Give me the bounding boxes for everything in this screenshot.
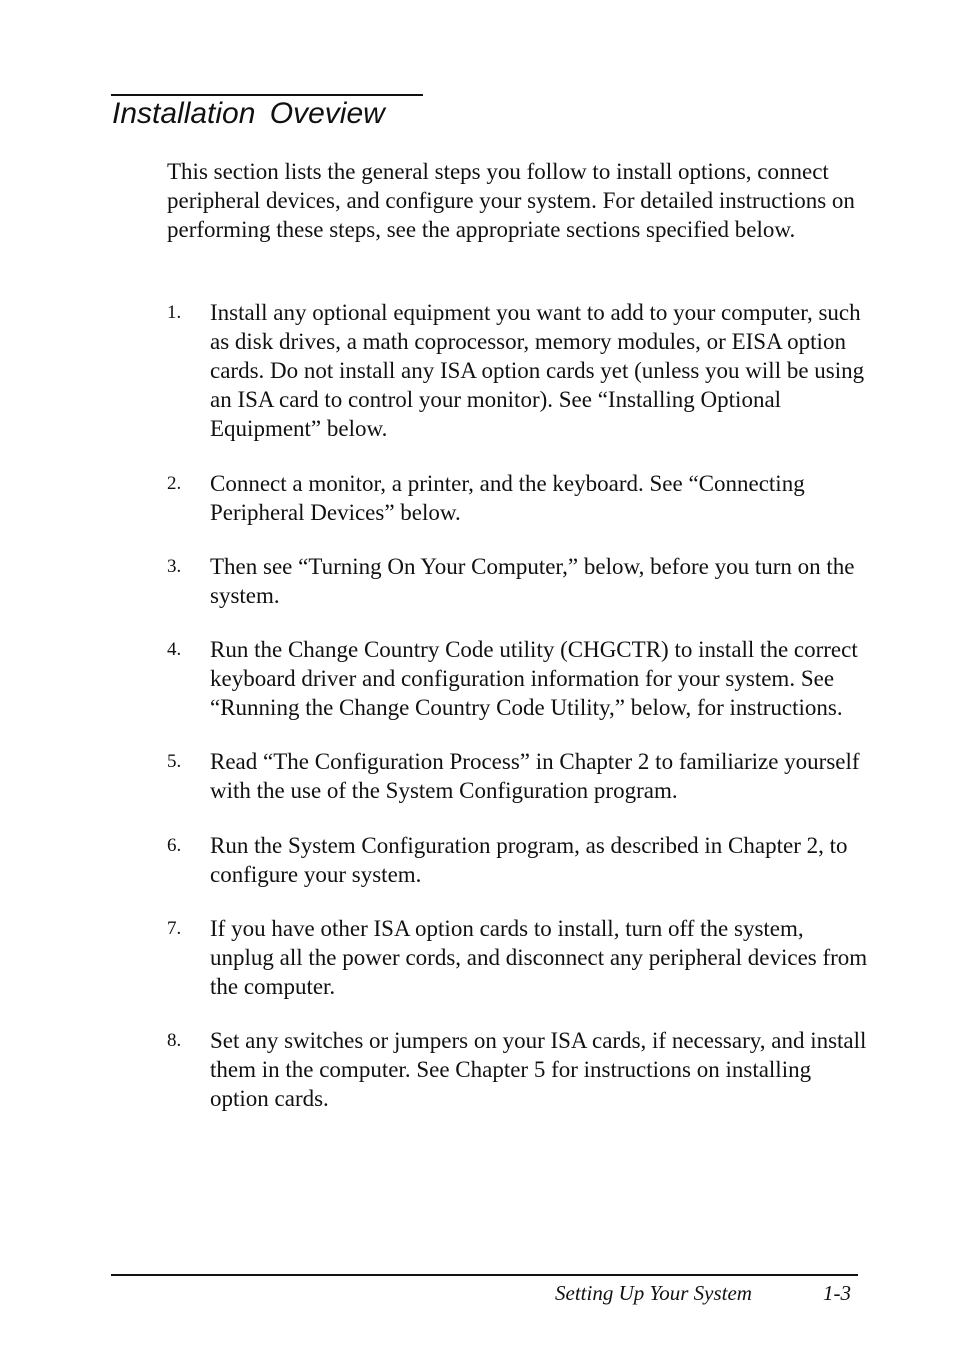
step-number: 6. — [167, 835, 182, 856]
page-number: 1-3 — [823, 1281, 851, 1305]
step-number: 2. — [167, 473, 182, 494]
step-number: 8. — [167, 1030, 182, 1051]
step-text: If you have other ISA option cards to install, turn off the system, unplug all the power cords, and disconnect any peripheral devices from the computer. — [210, 916, 868, 999]
steps-list — [167, 298, 872, 1113]
step-number: 3. — [167, 556, 182, 577]
step-text: Set any switches or jumpers on your ISA cards, if necessary, and install them in the computer. See Chapter 5 for instructions on installing option cards. — [210, 1028, 867, 1111]
step-number: 5. — [167, 751, 182, 772]
footer-chapter-title: Setting Up Your System — [555, 1281, 752, 1305]
step-number: 1. — [167, 302, 182, 323]
step-item-5 — [167, 747, 872, 805]
step-item-8 — [167, 1026, 872, 1113]
step-text: Then see “Turning On Your Computer,” below, before you turn on the system. — [210, 554, 855, 608]
step-item-2 — [167, 469, 872, 527]
step-text: Read “The Configuration Process” in Chapter 2 to familiarize yourself with the use of the System Configuration program. — [210, 749, 860, 803]
step-text: Install any optional equipment you want to add to your computer, such as disk drives, a math coprocessor, memory modules, or EISA option cards. Do not install any ISA option cards yet (unless you will be using an ISA card to control your monitor). See “Installing Optional Equipment” below. — [210, 300, 865, 441]
step-item-6 — [167, 831, 872, 889]
step-item-7 — [167, 914, 872, 1001]
step-item-1 — [167, 298, 872, 443]
step-number: 7. — [167, 918, 182, 939]
section-title: Installation Oveview — [112, 97, 385, 130]
step-text: Run the System Configuration program, as described in Chapter 2, to configure your system. — [210, 833, 848, 887]
footer-rule — [111, 1274, 858, 1276]
step-item-3 — [167, 552, 872, 610]
step-text: Run the Change Country Code utility (CHGCTR) to install the correct keyboard driver and configuration information for your system. See “Running the Change Country Code Utility,” below, for instructions. — [210, 637, 858, 720]
step-text: Connect a monitor, a printer, and the keyboard. See “Connecting Peripheral Devices” below. — [210, 471, 805, 525]
intro-paragraph: This section lists the general steps you follow to install options, connect peripheral devices, and configure your system. For detailed instructions on performing these steps, see the appropriate sections specified below. — [167, 159, 855, 242]
step-number: 4. — [167, 639, 182, 660]
step-item-4 — [167, 635, 872, 722]
